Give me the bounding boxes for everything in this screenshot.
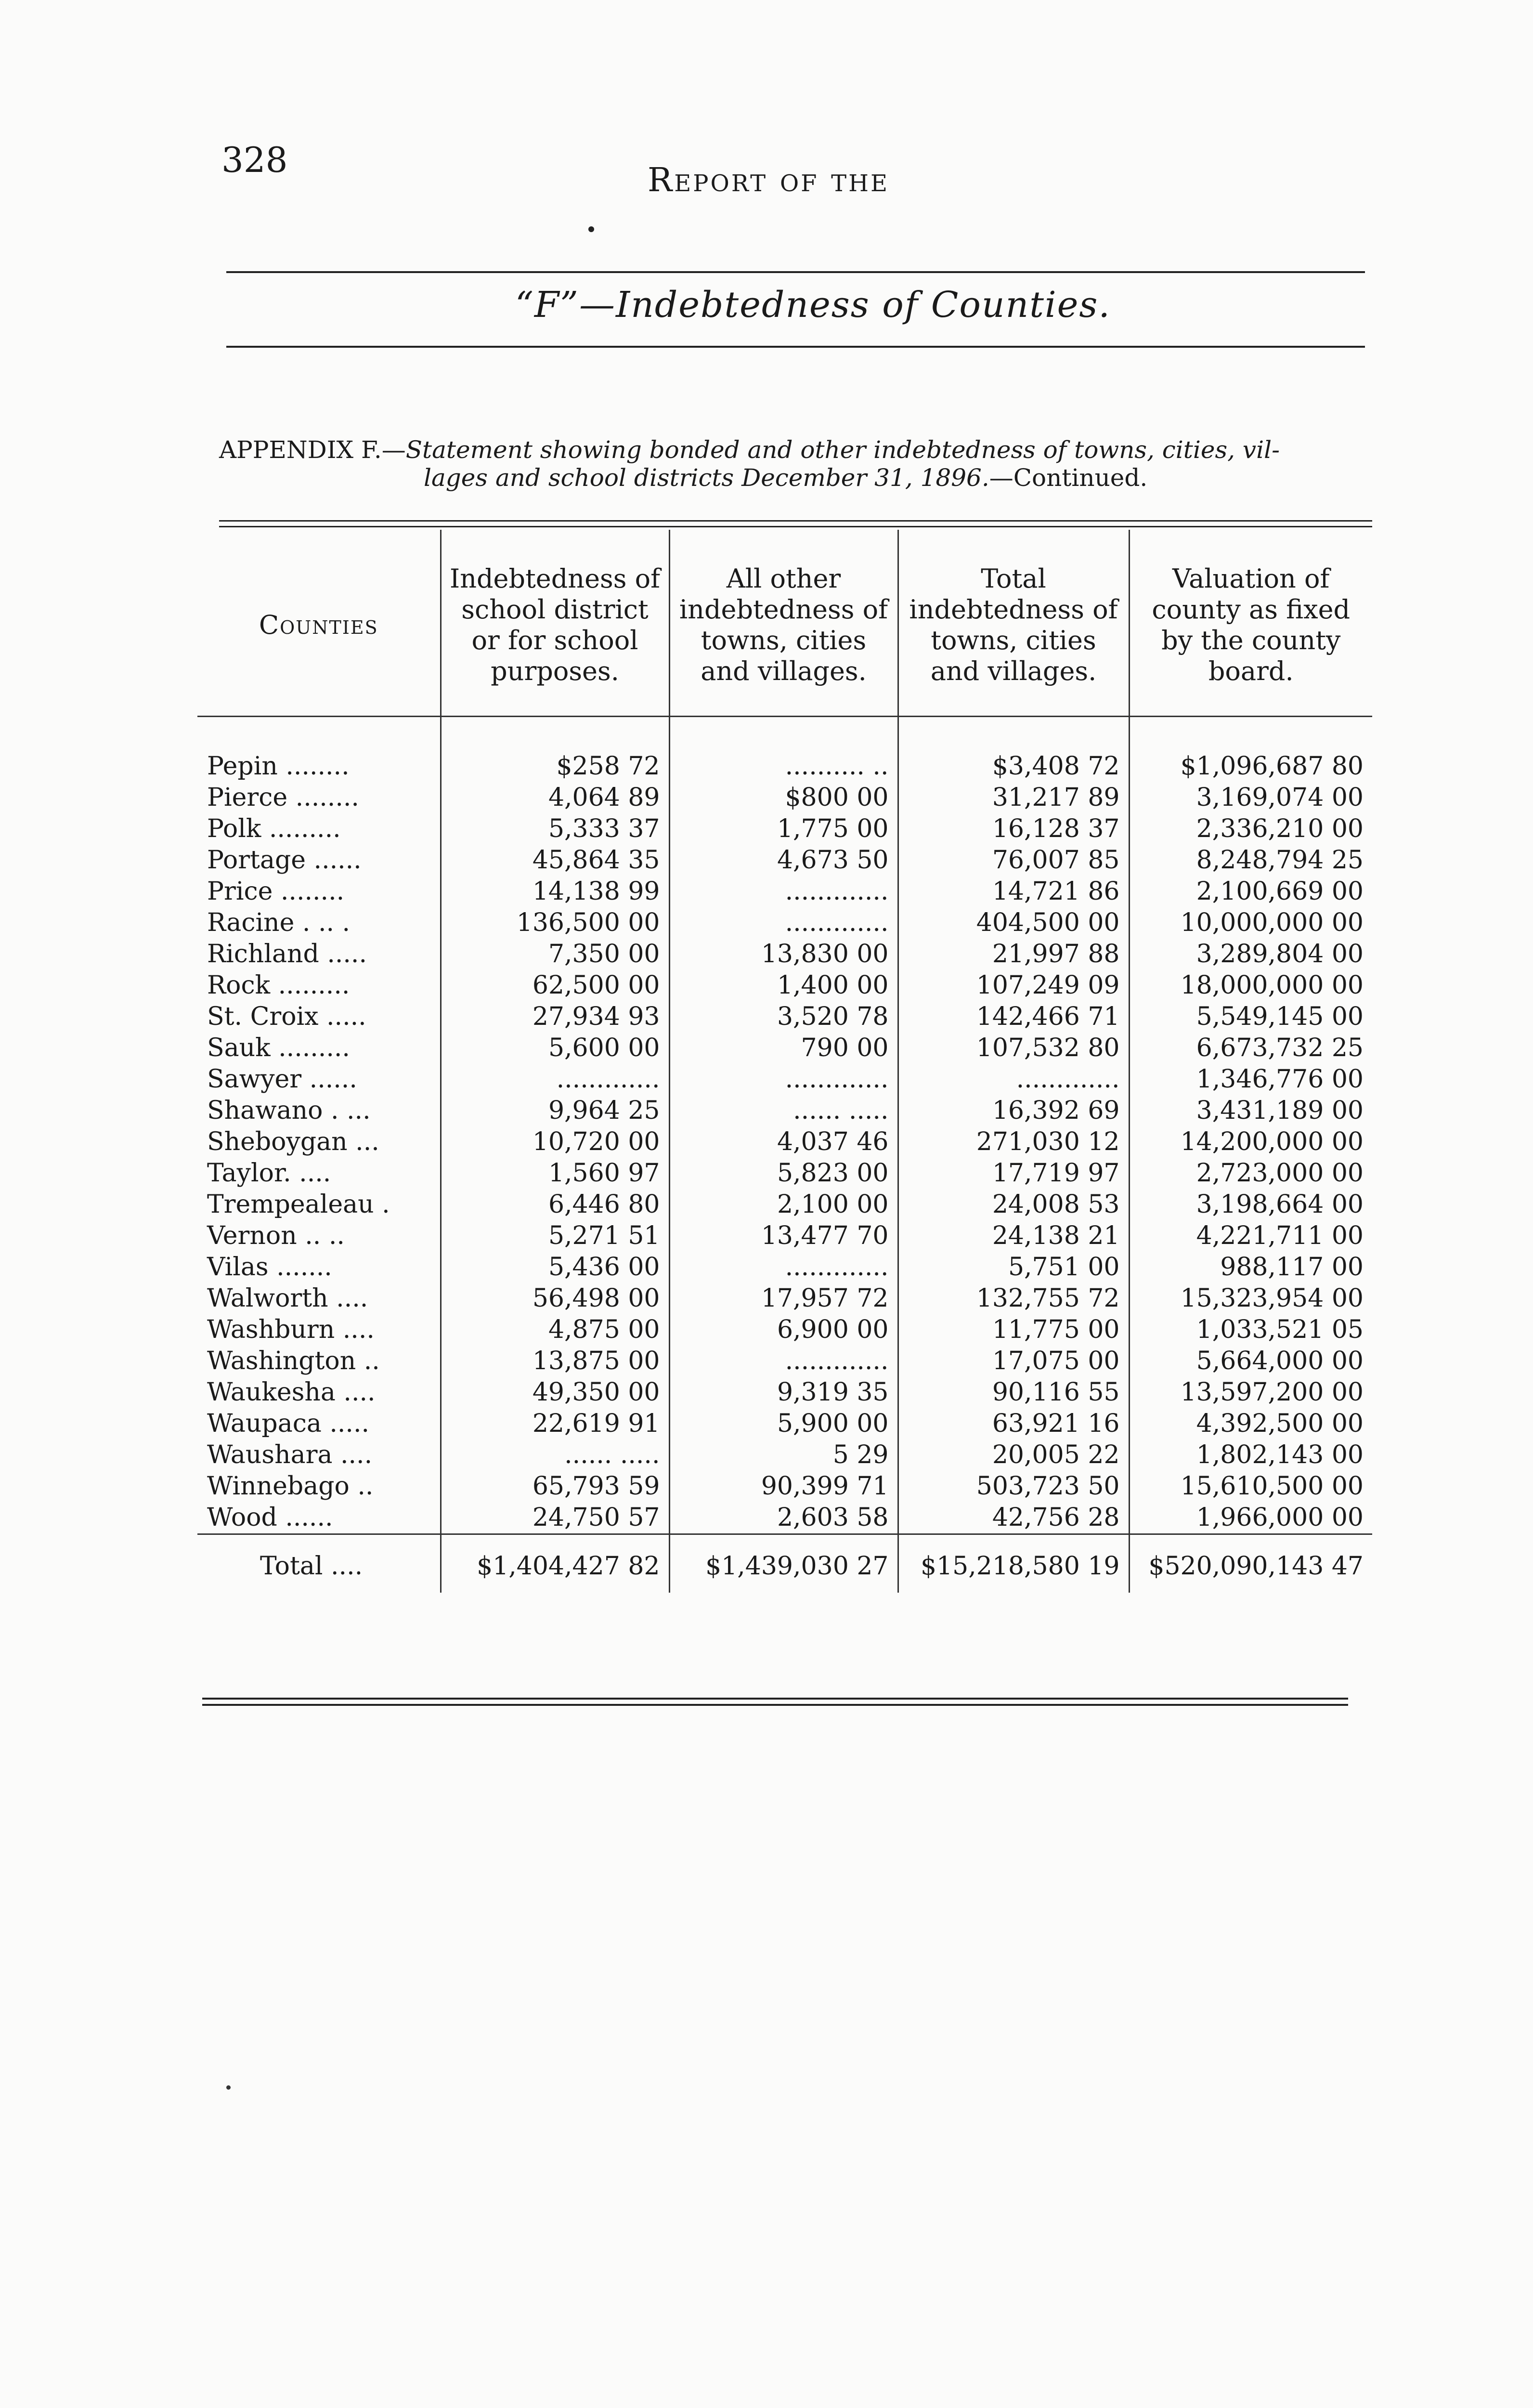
valuation-cell: 2,723,000 00 [1129,1158,1372,1189]
total-indebtedness-cell: 17,075 00 [898,1346,1129,1377]
county-name-cell: St. Croix ..... [207,1002,366,1031]
school-indebtedness-cell: 10,720 00 [441,1126,669,1158]
other-indebtedness-cell: 13,830 00 [669,939,898,970]
county-name-cell: Sawyer ...... [207,1065,357,1094]
table-row [197,1001,1372,1033]
table-row [197,1189,1372,1220]
other-indebtedness-cell: 2,603 58 [669,1502,898,1534]
table-rule-top-2 [219,526,1372,527]
school-indebtedness-cell: 4,875 00 [441,1314,669,1346]
other-indebtedness-cell: ............. [669,876,898,907]
county-name-cell: Polk ......... [207,814,341,843]
total-indebtedness-cell: 76,007 85 [898,845,1129,876]
total-indebtedness-total: $15,218,580 19 [898,1534,1129,1593]
school-indebtedness-cell: 22,619 91 [441,1408,669,1440]
other-indebtedness-cell: $800 00 [669,782,898,813]
table-row [197,1471,1372,1502]
total-indebtedness-cell: 20,005 22 [898,1440,1129,1471]
valuation-cell: 13,597,200 00 [1129,1377,1372,1408]
school-indebtedness-cell: 45,864 35 [441,845,669,876]
col-header-total-indebtedness: Total indebtedness of towns, cities and villages. [898,530,1129,717]
valuation-cell: 4,221,711 00 [1129,1220,1372,1252]
county-name-cell: Sheboygan ... [207,1127,379,1156]
other-indebtedness-cell: 5,900 00 [669,1408,898,1440]
other-indebtedness-cell: 3,520 78 [669,1001,898,1033]
appendix-caption [219,436,1375,492]
col-header-valuation: Valuation of county as fixed by the county board. [1129,530,1372,717]
table-row [197,970,1372,1001]
school-indebtedness-cell: 49,350 00 [441,1377,669,1408]
table-rule-bottom-1 [202,1698,1348,1700]
school-indebtedness-cell: 24,750 57 [441,1502,669,1534]
school-indebtedness-cell: 6,446 80 [441,1189,669,1220]
other-indebtedness-cell: .......... .. [669,717,898,783]
other-indebtedness-cell: ............. [669,907,898,939]
county-name-cell: Waukesha .... [207,1378,376,1407]
county-name-cell: Winnebago .. [207,1472,374,1501]
total-indebtedness-cell: 142,466 71 [898,1001,1129,1033]
other-indebtedness-cell: 790 00 [669,1033,898,1064]
table-row [197,1220,1372,1252]
total-indebtedness-cell: 31,217 89 [898,782,1129,813]
county-name-cell: Price ........ [207,877,345,906]
county-name-cell: Taylor. .... [207,1159,331,1188]
county-name-cell: Washburn .... [207,1315,375,1344]
table-row [197,1314,1372,1346]
stray-dot [588,226,594,232]
school-indebtedness-cell: 65,793 59 [441,1471,669,1502]
school-indebtedness-cell: 14,138 99 [441,876,669,907]
school-indebtedness-cell: 62,500 00 [441,970,669,1001]
total-indebtedness-cell: 271,030 12 [898,1126,1129,1158]
county-name-cell: Trempealeau . [207,1190,390,1219]
total-indebtedness-cell: 63,921 16 [898,1408,1129,1440]
other-indebtedness-cell: 9,319 35 [669,1377,898,1408]
table-row [197,1408,1372,1440]
table-row [197,1095,1372,1126]
table-row [197,907,1372,939]
total-indebtedness-cell: 5,751 00 [898,1252,1129,1283]
valuation-cell: 3,289,804 00 [1129,939,1372,970]
col-header-counties: Counties [197,530,441,717]
school-indebtedness-cell: 56,498 00 [441,1283,669,1314]
other-indebtedness-cell: 1,400 00 [669,970,898,1001]
valuation-cell: 1,802,143 00 [1129,1440,1372,1471]
other-indebtedness-cell: 1,775 00 [669,813,898,845]
total-indebtedness-cell: 90,116 55 [898,1377,1129,1408]
table-row [197,1158,1372,1189]
table-row [197,939,1372,970]
table-row [197,1377,1372,1408]
table-row [197,1502,1372,1534]
total-row [197,1534,1372,1593]
county-name-cell: Walworth .... [207,1284,368,1313]
total-label: Total .... [197,1534,441,1593]
total-indebtedness-cell: 24,008 53 [898,1189,1129,1220]
col-header-school-indebtedness: Indebtedness of school district or for school purposes. [441,530,669,717]
school-indebtedness-cell: $258 72 [441,717,669,783]
school-indebtedness-cell: 4,064 89 [441,782,669,813]
total-indebtedness-cell: 16,128 37 [898,813,1129,845]
valuation-cell: 1,966,000 00 [1129,1502,1372,1534]
county-name-cell: Vernon .. .. [207,1221,345,1250]
caption-continued: —Continued. [989,464,1148,492]
total-indebtedness-cell: 132,755 72 [898,1283,1129,1314]
valuation-cell: 3,169,074 00 [1129,782,1372,813]
school-indebtedness-cell: 9,964 25 [441,1095,669,1126]
county-name-cell: Rock ......... [207,971,350,1000]
total-indebtedness-cell: 21,997 88 [898,939,1129,970]
school-indebtedness-cell: 5,436 00 [441,1252,669,1283]
other-indebtedness-total: $1,439,030 27 [669,1534,898,1593]
other-indebtedness-cell: 90,399 71 [669,1471,898,1502]
table-rule-top-1 [219,520,1372,522]
other-indebtedness-cell: 6,900 00 [669,1314,898,1346]
other-indebtedness-cell: 2,100 00 [669,1189,898,1220]
county-name-cell: Washington .. [207,1347,380,1375]
county-name-cell: Waushara .... [207,1440,373,1469]
total-indebtedness-cell: ............. [898,1064,1129,1095]
valuation-cell: 1,033,521 05 [1129,1314,1372,1346]
other-indebtedness-cell: ............. [669,1252,898,1283]
other-indebtedness-cell: 4,673 50 [669,845,898,876]
table-row [197,1252,1372,1283]
school-indebtedness-total: $1,404,427 82 [441,1534,669,1593]
table-row [197,1346,1372,1377]
school-indebtedness-cell: 7,350 00 [441,939,669,970]
table-row [197,782,1372,813]
total-indebtedness-cell: 404,500 00 [898,907,1129,939]
page-number: 328 [221,140,288,180]
total-indebtedness-cell: 107,249 09 [898,970,1129,1001]
school-indebtedness-cell: 5,271 51 [441,1220,669,1252]
county-name-cell: Vilas ....... [207,1253,332,1282]
school-indebtedness-cell: ............. [441,1064,669,1095]
school-indebtedness-cell: 136,500 00 [441,907,669,939]
valuation-cell: 5,549,145 00 [1129,1001,1372,1033]
running-head: Report of the [648,161,889,199]
caption-line-1: Statement showing bonded and other indebtedness of towns, cities, vil- [405,436,1280,464]
other-indebtedness-cell: ............. [669,1346,898,1377]
other-indebtedness-cell: 5,823 00 [669,1158,898,1189]
appendix-label: APPENDIX F.— [219,436,406,464]
table-row [197,1033,1372,1064]
other-indebtedness-cell: ...... ..... [669,1095,898,1126]
total-indebtedness-cell: 503,723 50 [898,1471,1129,1502]
school-indebtedness-cell: ...... ..... [441,1440,669,1471]
valuation-cell: 18,000,000 00 [1129,970,1372,1001]
valuation-cell: 15,323,954 00 [1129,1283,1372,1314]
other-indebtedness-cell: 17,957 72 [669,1283,898,1314]
table-row [197,876,1372,907]
table-row [197,1064,1372,1095]
header-rule-top [226,271,1365,273]
caption-line-2: lages and school districts December 31, 1896. [424,464,989,492]
total-indebtedness-cell: 24,138 21 [898,1220,1129,1252]
table-row [197,845,1372,876]
valuation-cell: 3,431,189 00 [1129,1095,1372,1126]
other-indebtedness-cell: ............. [669,1064,898,1095]
county-name-cell: Shawano . ... [207,1096,371,1125]
other-indebtedness-cell: 4,037 46 [669,1126,898,1158]
col-header-other-indebtedness: All other indebtedness of towns, cities and villages. [669,530,898,717]
school-indebtedness-cell: 13,875 00 [441,1346,669,1377]
school-indebtedness-cell: 1,560 97 [441,1158,669,1189]
school-indebtedness-cell: 27,934 93 [441,1001,669,1033]
table-row [197,1283,1372,1314]
county-name-cell: Waupaca ..... [207,1409,370,1438]
valuation-cell: 3,198,664 00 [1129,1189,1372,1220]
section-title: “F”—Indebtedness of Counties. [515,284,1111,326]
other-indebtedness-cell: 5 29 [669,1440,898,1471]
valuation-cell: 988,117 00 [1129,1252,1372,1283]
county-name-cell: Portage ...... [207,846,362,875]
total-indebtedness-cell: 42,756 28 [898,1502,1129,1534]
other-indebtedness-cell: 13,477 70 [669,1220,898,1252]
table-rule-bottom-2 [202,1704,1348,1706]
total-indebtedness-cell: 107,532 80 [898,1033,1129,1064]
county-name-cell: Pepin ........ [207,752,350,781]
total-indebtedness-cell: 16,392 69 [898,1095,1129,1126]
valuation-cell: 10,000,000 00 [1129,907,1372,939]
valuation-cell: 2,336,210 00 [1129,813,1372,845]
county-name-cell: Pierce ........ [207,783,359,812]
valuation-cell: 1,346,776 00 [1129,1064,1372,1095]
county-name-cell: Sauk ......... [207,1034,350,1062]
school-indebtedness-cell: 5,600 00 [441,1033,669,1064]
county-name-cell: Wood ...... [207,1503,333,1532]
valuation-cell: 4,392,500 00 [1129,1408,1372,1440]
table-row [197,813,1372,845]
stray-dot [226,2085,231,2090]
total-indebtedness-cell: 17,719 97 [898,1158,1129,1189]
valuation-cell: 15,610,500 00 [1129,1471,1372,1502]
table-row [197,1126,1372,1158]
indebtedness-table [197,530,1372,1593]
total-indebtedness-cell: 11,775 00 [898,1314,1129,1346]
valuation-cell: 2,100,669 00 [1129,876,1372,907]
table-header-row [197,530,1372,717]
county-name-cell: Richland ..... [207,940,367,968]
valuation-cell: $1,096,687 80 [1129,717,1372,783]
table-row [197,1440,1372,1471]
header-rule-bottom [226,346,1365,348]
valuation-cell: 6,673,732 25 [1129,1033,1372,1064]
table-row [197,717,1372,783]
total-indebtedness-cell: 14,721 86 [898,876,1129,907]
valuation-cell: 5,664,000 00 [1129,1346,1372,1377]
valuation-cell: 14,200,000 00 [1129,1126,1372,1158]
county-name-cell: Racine . .. . [207,908,351,937]
valuation-total: $520,090,143 47 [1129,1534,1372,1593]
school-indebtedness-cell: 5,333 37 [441,813,669,845]
total-indebtedness-cell: $3,408 72 [898,717,1129,783]
valuation-cell: 8,248,794 25 [1129,845,1372,876]
